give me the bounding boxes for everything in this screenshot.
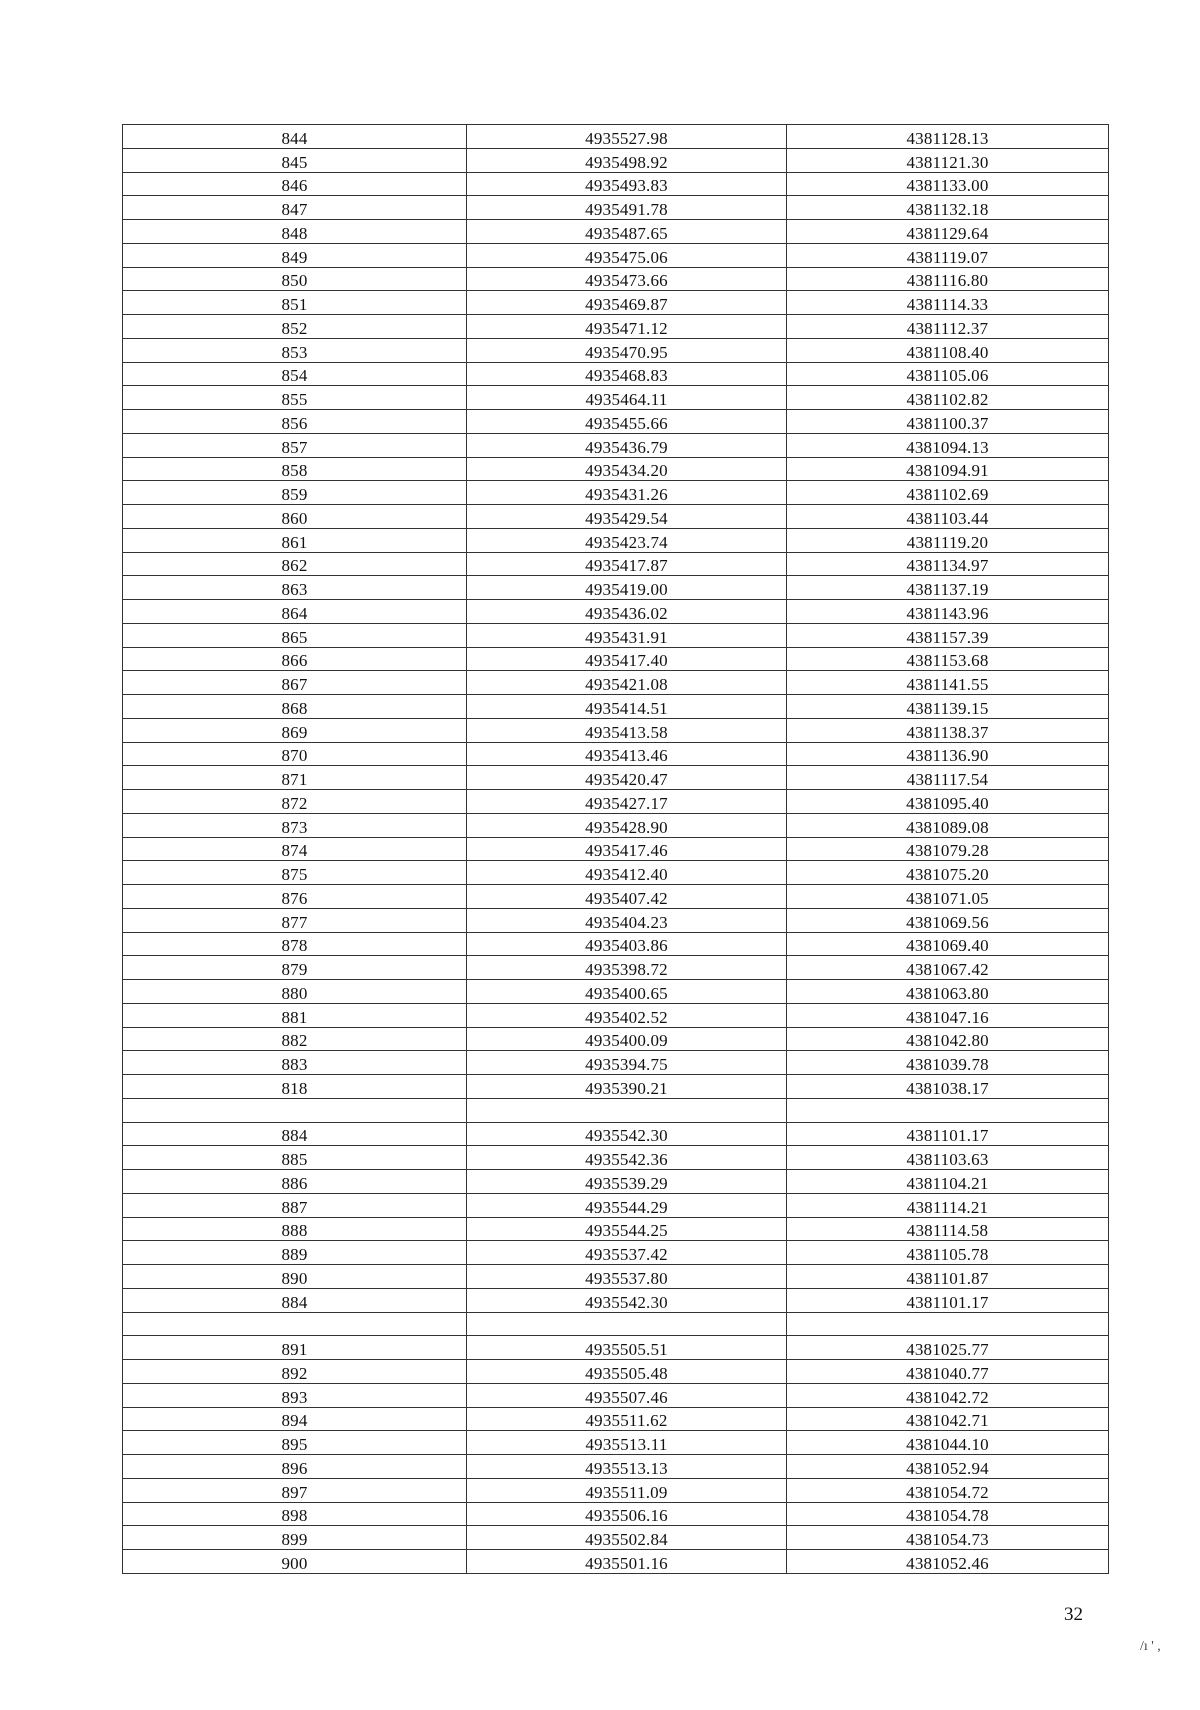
table-row <box>123 1383 1109 1407</box>
x-coordinate-cell: 4935511.62 <box>467 1407 787 1431</box>
x-coordinate-cell: 4935431.26 <box>467 481 787 505</box>
y-coordinate-cell: 4381069.56 <box>787 908 1109 932</box>
x-coordinate-cell: 4935431.91 <box>467 623 787 647</box>
x-coordinate-cell: 4935511.09 <box>467 1478 787 1502</box>
y-coordinate-cell: 4381121.30 <box>787 148 1109 172</box>
point-number-cell: 850 <box>123 267 467 291</box>
margin-mark: /ı ' , <box>1140 1639 1161 1654</box>
point-number-cell: 896 <box>123 1455 467 1479</box>
y-coordinate-cell: 4381114.21 <box>787 1193 1109 1217</box>
table-row <box>123 220 1109 244</box>
y-coordinate-cell: 4381103.63 <box>787 1146 1109 1170</box>
x-coordinate-cell: 4935412.40 <box>467 861 787 885</box>
table-row <box>123 1288 1109 1312</box>
table-row <box>123 980 1109 1004</box>
y-coordinate-cell: 4381094.91 <box>787 457 1109 481</box>
x-coordinate-cell: 4935398.72 <box>467 956 787 980</box>
y-coordinate-cell: 4381025.77 <box>787 1336 1109 1360</box>
x-coordinate-cell: 4935537.80 <box>467 1265 787 1289</box>
table-row <box>123 1550 1109 1574</box>
y-coordinate-cell: 4381116.80 <box>787 267 1109 291</box>
point-number-cell: 856 <box>123 410 467 434</box>
y-coordinate-cell: 4381114.33 <box>787 291 1109 315</box>
table-row <box>123 386 1109 410</box>
separator-row <box>123 1312 1109 1336</box>
y-coordinate-cell: 4381105.06 <box>787 362 1109 386</box>
point-number-cell: 885 <box>123 1146 467 1170</box>
y-coordinate-cell: 4381128.13 <box>787 125 1109 149</box>
point-number-cell: 884 <box>123 1288 467 1312</box>
x-coordinate-cell: 4935464.11 <box>467 386 787 410</box>
table-row <box>123 457 1109 481</box>
y-coordinate-cell: 4381042.72 <box>787 1383 1109 1407</box>
point-number-cell: 873 <box>123 813 467 837</box>
point-number-cell: 877 <box>123 908 467 932</box>
table-row <box>123 956 1109 980</box>
table-row <box>123 671 1109 695</box>
point-number-cell: 892 <box>123 1360 467 1384</box>
x-coordinate-cell: 4935400.09 <box>467 1027 787 1051</box>
point-number-cell: 893 <box>123 1383 467 1407</box>
table-row <box>123 338 1109 362</box>
y-coordinate-cell: 4381101.87 <box>787 1265 1109 1289</box>
table-row <box>123 1027 1109 1051</box>
y-coordinate-cell: 4381105.78 <box>787 1241 1109 1265</box>
x-coordinate-cell: 4935473.66 <box>467 267 787 291</box>
table-row <box>123 1407 1109 1431</box>
x-coordinate-cell: 4935487.65 <box>467 220 787 244</box>
x-coordinate-cell: 4935513.11 <box>467 1431 787 1455</box>
point-number-cell: 865 <box>123 623 467 647</box>
y-coordinate-cell: 4381112.37 <box>787 315 1109 339</box>
point-number-cell: 854 <box>123 362 467 386</box>
x-coordinate-cell: 4935501.16 <box>467 1550 787 1574</box>
y-coordinate-cell: 4381039.78 <box>787 1051 1109 1075</box>
x-coordinate-cell <box>467 1098 787 1122</box>
y-coordinate-cell: 4381132.18 <box>787 196 1109 220</box>
table-row <box>123 718 1109 742</box>
x-coordinate-cell: 4935436.79 <box>467 433 787 457</box>
table-row <box>123 291 1109 315</box>
y-coordinate-cell: 4381139.15 <box>787 695 1109 719</box>
table-row <box>123 1122 1109 1146</box>
coordinate-table-body <box>123 125 1109 1574</box>
x-coordinate-cell: 4935498.92 <box>467 148 787 172</box>
y-coordinate-cell: 4381069.40 <box>787 932 1109 956</box>
table-row <box>123 1360 1109 1384</box>
table-row <box>123 600 1109 624</box>
table-row <box>123 125 1109 149</box>
y-coordinate-cell: 4381136.90 <box>787 742 1109 766</box>
y-coordinate-cell: 4381054.78 <box>787 1502 1109 1526</box>
table-row <box>123 1003 1109 1027</box>
x-coordinate-cell: 4935428.90 <box>467 813 787 837</box>
x-coordinate-cell: 4935493.83 <box>467 172 787 196</box>
point-number-cell: 899 <box>123 1526 467 1550</box>
x-coordinate-cell: 4935427.17 <box>467 790 787 814</box>
table-row <box>123 1170 1109 1194</box>
x-coordinate-cell: 4935542.30 <box>467 1288 787 1312</box>
y-coordinate-cell: 4381141.55 <box>787 671 1109 695</box>
point-number-cell: 871 <box>123 766 467 790</box>
table-row <box>123 695 1109 719</box>
table-row <box>123 1241 1109 1265</box>
point-number-cell <box>123 1098 467 1122</box>
table-row <box>123 932 1109 956</box>
table-row <box>123 1526 1109 1550</box>
y-coordinate-cell: 4381119.07 <box>787 243 1109 267</box>
x-coordinate-cell: 4935421.08 <box>467 671 787 695</box>
x-coordinate-cell: 4935413.58 <box>467 718 787 742</box>
table-row <box>123 576 1109 600</box>
table-row <box>123 1193 1109 1217</box>
table-row <box>123 481 1109 505</box>
point-number-cell: 884 <box>123 1122 467 1146</box>
x-coordinate-cell: 4935417.46 <box>467 837 787 861</box>
table-row <box>123 885 1109 909</box>
x-coordinate-cell: 4935539.29 <box>467 1170 787 1194</box>
y-coordinate-cell: 4381038.17 <box>787 1075 1109 1099</box>
y-coordinate-cell: 4381138.37 <box>787 718 1109 742</box>
table-row <box>123 148 1109 172</box>
x-coordinate-cell: 4935420.47 <box>467 766 787 790</box>
y-coordinate-cell: 4381094.13 <box>787 433 1109 457</box>
point-number-cell: 861 <box>123 528 467 552</box>
point-number-cell: 879 <box>123 956 467 980</box>
point-number-cell: 848 <box>123 220 467 244</box>
point-number-cell: 900 <box>123 1550 467 1574</box>
y-coordinate-cell: 4381047.16 <box>787 1003 1109 1027</box>
table-row <box>123 1217 1109 1241</box>
y-coordinate-cell: 4381104.21 <box>787 1170 1109 1194</box>
x-coordinate-cell: 4935423.74 <box>467 528 787 552</box>
point-number-cell: 858 <box>123 457 467 481</box>
x-coordinate-cell: 4935471.12 <box>467 315 787 339</box>
table-row <box>123 837 1109 861</box>
point-number-cell: 852 <box>123 315 467 339</box>
y-coordinate-cell: 4381119.20 <box>787 528 1109 552</box>
y-coordinate-cell: 4381101.17 <box>787 1288 1109 1312</box>
point-number-cell: 862 <box>123 552 467 576</box>
point-number-cell: 818 <box>123 1075 467 1099</box>
y-coordinate-cell: 4381129.64 <box>787 220 1109 244</box>
table-row <box>123 362 1109 386</box>
point-number-cell: 863 <box>123 576 467 600</box>
y-coordinate-cell <box>787 1312 1109 1336</box>
point-number-cell: 846 <box>123 172 467 196</box>
table-row <box>123 433 1109 457</box>
point-number-cell: 847 <box>123 196 467 220</box>
table-row <box>123 813 1109 837</box>
y-coordinate-cell: 4381101.17 <box>787 1122 1109 1146</box>
table-row <box>123 861 1109 885</box>
table-row <box>123 647 1109 671</box>
x-coordinate-cell: 4935542.36 <box>467 1146 787 1170</box>
table-row <box>123 1455 1109 1479</box>
point-number-cell: 867 <box>123 671 467 695</box>
y-coordinate-cell: 4381100.37 <box>787 410 1109 434</box>
table-row <box>123 1502 1109 1526</box>
x-coordinate-cell: 4935505.48 <box>467 1360 787 1384</box>
point-number-cell: 876 <box>123 885 467 909</box>
point-number-cell: 890 <box>123 1265 467 1289</box>
point-number-cell: 874 <box>123 837 467 861</box>
point-number-cell: 888 <box>123 1217 467 1241</box>
point-number-cell: 872 <box>123 790 467 814</box>
page-number: 32 <box>1064 1604 1083 1625</box>
x-coordinate-cell: 4935469.87 <box>467 291 787 315</box>
point-number-cell: 866 <box>123 647 467 671</box>
point-number-cell: 887 <box>123 1193 467 1217</box>
point-number-cell: 851 <box>123 291 467 315</box>
point-number-cell: 883 <box>123 1051 467 1075</box>
table-row <box>123 623 1109 647</box>
y-coordinate-cell <box>787 1098 1109 1122</box>
table-row <box>123 1146 1109 1170</box>
x-coordinate-cell: 4935455.66 <box>467 410 787 434</box>
x-coordinate-cell: 4935502.84 <box>467 1526 787 1550</box>
coordinate-table <box>122 124 1109 1574</box>
x-coordinate-cell: 4935513.13 <box>467 1455 787 1479</box>
point-number-cell: 881 <box>123 1003 467 1027</box>
y-coordinate-cell: 4381052.94 <box>787 1455 1109 1479</box>
y-coordinate-cell: 4381063.80 <box>787 980 1109 1004</box>
x-coordinate-cell: 4935402.52 <box>467 1003 787 1027</box>
table-row <box>123 1075 1109 1099</box>
table-row <box>123 1265 1109 1289</box>
table-row <box>123 1051 1109 1075</box>
separator-row <box>123 1098 1109 1122</box>
table-row <box>123 790 1109 814</box>
x-coordinate-cell: 4935544.29 <box>467 1193 787 1217</box>
y-coordinate-cell: 4381054.73 <box>787 1526 1109 1550</box>
point-number-cell: 894 <box>123 1407 467 1431</box>
point-number-cell: 880 <box>123 980 467 1004</box>
table-row <box>123 505 1109 529</box>
x-coordinate-cell: 4935470.95 <box>467 338 787 362</box>
table-row <box>123 267 1109 291</box>
x-coordinate-cell: 4935419.00 <box>467 576 787 600</box>
y-coordinate-cell: 4381052.46 <box>787 1550 1109 1574</box>
y-coordinate-cell: 4381137.19 <box>787 576 1109 600</box>
x-coordinate-cell: 4935429.54 <box>467 505 787 529</box>
x-coordinate-cell: 4935436.02 <box>467 600 787 624</box>
table-row <box>123 908 1109 932</box>
y-coordinate-cell: 4381102.69 <box>787 481 1109 505</box>
x-coordinate-cell: 4935475.06 <box>467 243 787 267</box>
y-coordinate-cell: 4381117.54 <box>787 766 1109 790</box>
table-row <box>123 172 1109 196</box>
x-coordinate-cell: 4935414.51 <box>467 695 787 719</box>
point-number-cell: 895 <box>123 1431 467 1455</box>
x-coordinate-cell: 4935505.51 <box>467 1336 787 1360</box>
y-coordinate-cell: 4381042.71 <box>787 1407 1109 1431</box>
y-coordinate-cell: 4381067.42 <box>787 956 1109 980</box>
point-number-cell: 875 <box>123 861 467 885</box>
x-coordinate-cell: 4935491.78 <box>467 196 787 220</box>
table-row <box>123 1336 1109 1360</box>
y-coordinate-cell: 4381042.80 <box>787 1027 1109 1051</box>
point-number-cell: 897 <box>123 1478 467 1502</box>
y-coordinate-cell: 4381071.05 <box>787 885 1109 909</box>
point-number-cell: 853 <box>123 338 467 362</box>
x-coordinate-cell: 4935413.46 <box>467 742 787 766</box>
y-coordinate-cell: 4381114.58 <box>787 1217 1109 1241</box>
point-number-cell: 882 <box>123 1027 467 1051</box>
y-coordinate-cell: 4381089.08 <box>787 813 1109 837</box>
table-row <box>123 766 1109 790</box>
y-coordinate-cell: 4381075.20 <box>787 861 1109 885</box>
y-coordinate-cell: 4381079.28 <box>787 837 1109 861</box>
x-coordinate-cell: 4935537.42 <box>467 1241 787 1265</box>
table-row <box>123 742 1109 766</box>
point-number-cell: 860 <box>123 505 467 529</box>
y-coordinate-cell: 4381133.00 <box>787 172 1109 196</box>
point-number-cell: 898 <box>123 1502 467 1526</box>
point-number-cell: 855 <box>123 386 467 410</box>
point-number-cell: 878 <box>123 932 467 956</box>
x-coordinate-cell: 4935468.83 <box>467 362 787 386</box>
point-number-cell: 869 <box>123 718 467 742</box>
x-coordinate-cell: 4935400.65 <box>467 980 787 1004</box>
point-number-cell: 845 <box>123 148 467 172</box>
x-coordinate-cell: 4935407.42 <box>467 885 787 909</box>
x-coordinate-cell: 4935403.86 <box>467 932 787 956</box>
x-coordinate-cell: 4935544.25 <box>467 1217 787 1241</box>
x-coordinate-cell: 4935390.21 <box>467 1075 787 1099</box>
point-number-cell <box>123 1312 467 1336</box>
y-coordinate-cell: 4381103.44 <box>787 505 1109 529</box>
y-coordinate-cell: 4381054.72 <box>787 1478 1109 1502</box>
point-number-cell: 868 <box>123 695 467 719</box>
x-coordinate-cell: 4935394.75 <box>467 1051 787 1075</box>
table-row <box>123 1478 1109 1502</box>
point-number-cell: 844 <box>123 125 467 149</box>
x-coordinate-cell: 4935434.20 <box>467 457 787 481</box>
table-row <box>123 315 1109 339</box>
point-number-cell: 859 <box>123 481 467 505</box>
table-row <box>123 196 1109 220</box>
y-coordinate-cell: 4381102.82 <box>787 386 1109 410</box>
x-coordinate-cell: 4935542.30 <box>467 1122 787 1146</box>
y-coordinate-cell: 4381134.97 <box>787 552 1109 576</box>
y-coordinate-cell: 4381095.40 <box>787 790 1109 814</box>
point-number-cell: 870 <box>123 742 467 766</box>
x-coordinate-cell: 4935417.40 <box>467 647 787 671</box>
point-number-cell: 849 <box>123 243 467 267</box>
x-coordinate-cell: 4935507.46 <box>467 1383 787 1407</box>
point-number-cell: 886 <box>123 1170 467 1194</box>
x-coordinate-cell <box>467 1312 787 1336</box>
x-coordinate-cell: 4935506.16 <box>467 1502 787 1526</box>
y-coordinate-cell: 4381157.39 <box>787 623 1109 647</box>
x-coordinate-cell: 4935404.23 <box>467 908 787 932</box>
x-coordinate-cell: 4935527.98 <box>467 125 787 149</box>
x-coordinate-cell: 4935417.87 <box>467 552 787 576</box>
y-coordinate-cell: 4381044.10 <box>787 1431 1109 1455</box>
table-row <box>123 243 1109 267</box>
table-row <box>123 1431 1109 1455</box>
table-row <box>123 410 1109 434</box>
y-coordinate-cell: 4381108.40 <box>787 338 1109 362</box>
point-number-cell: 889 <box>123 1241 467 1265</box>
point-number-cell: 857 <box>123 433 467 457</box>
table-row <box>123 528 1109 552</box>
y-coordinate-cell: 4381143.96 <box>787 600 1109 624</box>
y-coordinate-cell: 4381153.68 <box>787 647 1109 671</box>
y-coordinate-cell: 4381040.77 <box>787 1360 1109 1384</box>
point-number-cell: 891 <box>123 1336 467 1360</box>
table-row <box>123 552 1109 576</box>
point-number-cell: 864 <box>123 600 467 624</box>
